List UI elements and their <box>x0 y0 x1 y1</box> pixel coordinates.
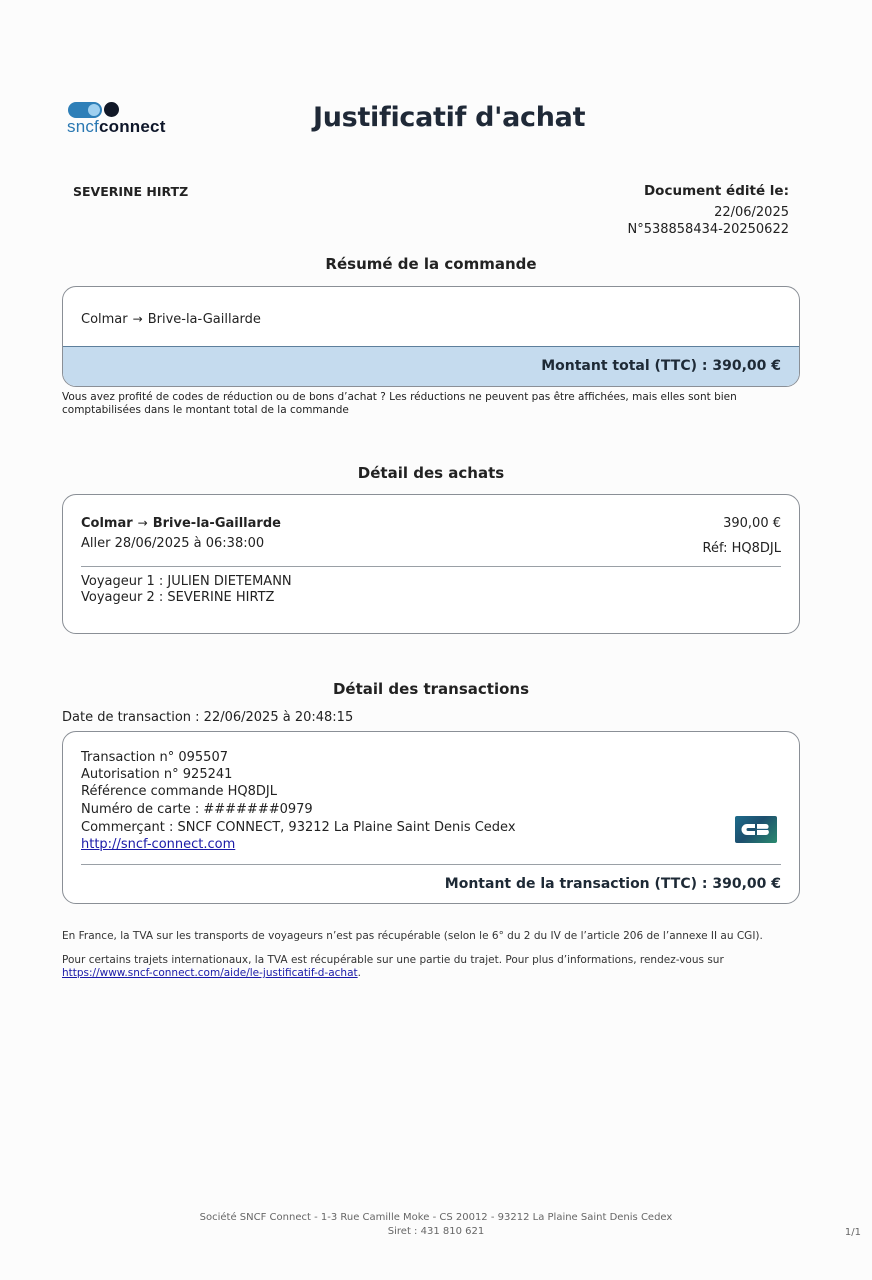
customer-name: SEVERINE HIRTZ <box>73 184 189 199</box>
summary-title: Résumé de la commande <box>325 255 537 273</box>
arrow-right-icon: → <box>132 312 143 326</box>
summary-total-band <box>63 346 799 386</box>
summary-total: Montant total (TTC) : 390,00 € <box>541 358 781 374</box>
purchase-origin: Colmar <box>81 516 133 531</box>
arrow-right-icon: → <box>137 516 148 530</box>
edited-label: Document édité le: <box>643 183 789 199</box>
traveler-1: Voyageur 1 : JULIEN DIETEMANN <box>81 574 292 589</box>
purchases-title: Détail des achats <box>357 464 505 482</box>
page-title: Justificatif d'achat <box>313 102 586 133</box>
merchant: Commerçant : SNCF CONNECT, 93212 La Plaine Saint Denis Cedex <box>81 820 516 835</box>
sncf-connect-logo <box>67 101 177 137</box>
purchase-outbound: Aller 28/06/2025 à 06:38:00 <box>81 536 265 551</box>
merchant-link[interactable]: http://sncf-connect.com <box>81 837 236 852</box>
transaction-box <box>62 731 800 904</box>
authorization-number: Autorisation n° 925241 <box>81 767 233 782</box>
vat-note-international: Pour certains trajets internationaux, la TVA est récupérable sur une partie du trajet. Pour plus d’informations, rendez-vous sur https://www.sncf-connect.com/aide/le-justificatif-d-achat. <box>62 954 724 979</box>
purchase-ref: Réf: HQ8DJL <box>702 541 781 556</box>
traveler-2: Voyageur 2 : SEVERINE HIRTZ <box>81 590 275 605</box>
vat-note-france: En France, la TVA sur les transports de voyageurs n’est pas récupérable (selon le 6° du 2 du IV de l’article 206 de l’annexe II au CGI). <box>62 930 763 942</box>
edited-date: 22/06/2025 <box>714 205 789 220</box>
divider <box>81 864 781 865</box>
summary-origin: Colmar <box>81 312 128 327</box>
transaction-amount: Montant de la transaction (TTC) : 390,00 € <box>444 876 781 892</box>
transactions-title: Détail des transactions <box>332 680 530 698</box>
purchase-price: 390,00 € <box>723 516 781 531</box>
card-number: Numéro de carte : #######0979 <box>81 802 313 817</box>
purchase-route <box>81 516 281 531</box>
divider <box>81 566 781 567</box>
footer-siret: Siret : 431 810 621 <box>387 1226 485 1237</box>
help-link[interactable]: https://www.sncf-connect.com/aide/le-justificatif-d-achat <box>62 967 358 979</box>
purchase-destination: Brive-la-Gaillarde <box>152 516 281 531</box>
merchant-link-wrapper <box>81 837 235 852</box>
transaction-number: Transaction n° 095507 <box>81 750 228 765</box>
footer-company: Société SNCF Connect - 1-3 Rue Camille Moke - CS 20012 - 93212 La Plaine Saint Denis Cedex <box>199 1212 673 1223</box>
logo-dot-icon <box>104 102 119 117</box>
page-number: 1/1 <box>844 1227 861 1238</box>
summary-route <box>81 312 261 327</box>
summary-destination: Brive-la-Gaillarde <box>147 312 261 327</box>
purchase-box <box>62 494 800 634</box>
logo-toggle-icon <box>68 102 102 118</box>
cb-card-logo-icon <box>735 816 777 843</box>
transaction-date: Date de transaction : 22/06/2025 à 20:48:15 <box>62 710 354 725</box>
document-number: N°538858434-20250622 <box>627 222 789 237</box>
logo-wordmark: sncfconnect <box>67 117 166 136</box>
order-reference: Référence commande HQ8DJL <box>81 784 277 799</box>
discount-note: Vous avez profité de codes de réduction ou de bons d’achat ? Les réductions ne peuvent pas être affichées, mais elles sont bien comptabilisées dans le montant total de la commande <box>62 391 737 416</box>
summary-box <box>62 286 800 387</box>
